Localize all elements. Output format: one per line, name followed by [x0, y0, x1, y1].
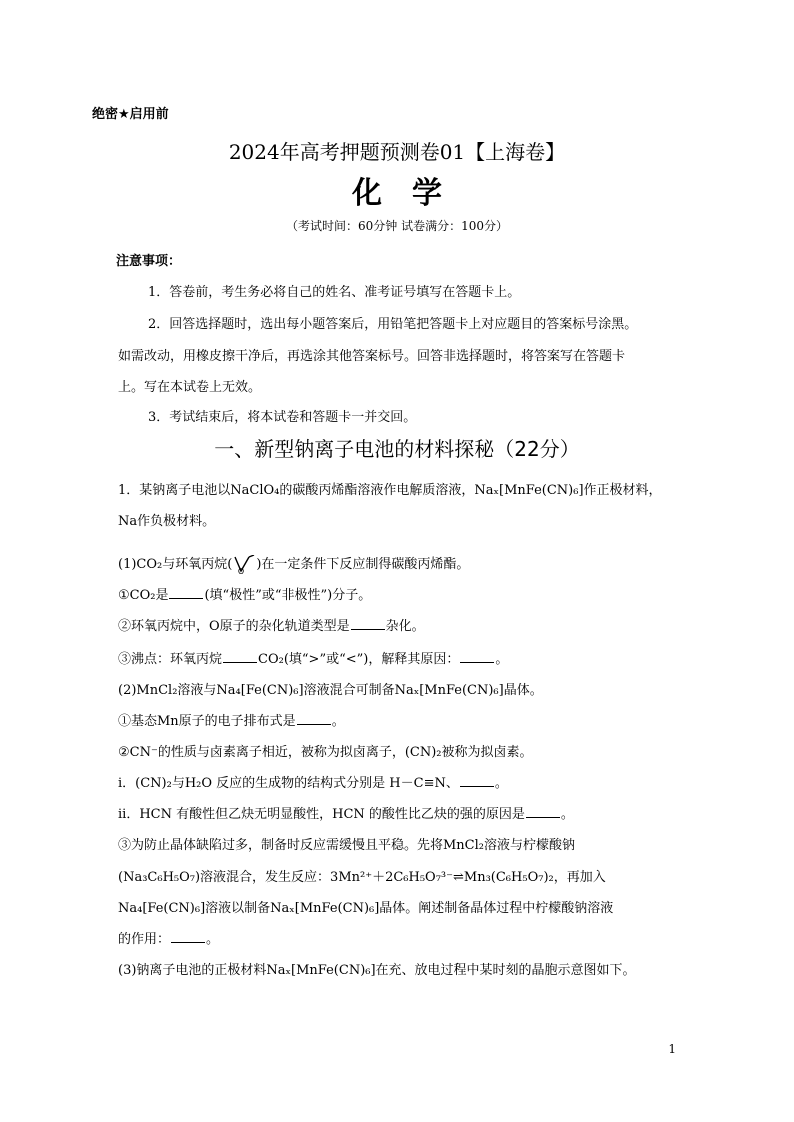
question-intro-a: 1．某钠离子电池以NaClO₄的碳酸丙烯酯溶液作电解质溶液，Naₓ[MnFe(CN)₆]作正极材料，: [118, 483, 662, 498]
part2-q2-i-text-b: 。: [494, 776, 508, 791]
part1-q1-text-b: (填“极性”或“非极性”)分子。: [204, 588, 372, 603]
part1-q3-text-b: CO₂(填“>”或“<”)，解释其原因：: [258, 652, 460, 667]
answer-blank[interactable]: [297, 712, 331, 725]
part1-text-a: (1)CO₂与环氧丙烷(: [118, 557, 233, 572]
answer-blank[interactable]: [460, 650, 494, 663]
answer-blank[interactable]: [169, 586, 203, 599]
notice-item-1: 1．答卷前，考生务必将自己的姓名、准考证号填写在答题卡上。: [148, 285, 521, 300]
page-number: 1: [668, 1042, 676, 1056]
part2-q3-c: Na₄[Fe(CN)₆]溶液以制备Naₓ[MnFe(CN)₆]晶体。阐述制备晶体过程中柠檬酸钠溶液: [118, 901, 614, 916]
svg-text:O: O: [238, 566, 245, 575]
confidential-mark: 绝密★启用前: [92, 107, 169, 122]
part2-q2-i-text-a: i．(CN)₂与H₂O 反应的生成物的结构式分别是 H－C≡N、: [118, 776, 459, 791]
notice-item-2b: 如需改动，用橡皮擦干净后，再选涂其他答案标号。回答非选择题时，将答案写在答题卡: [118, 349, 626, 364]
answer-blank[interactable]: [171, 930, 205, 943]
exam-info: （考试时间：60分钟 试卷满分：100分）: [286, 219, 508, 233]
part1-q2-text-b: 杂化。: [385, 619, 425, 634]
part2-line: (2)MnCl₂溶液与Na₄[Fe(CN)₆]溶液混合可制备Naₓ[MnFe(CN)₆]晶体。: [118, 683, 543, 698]
answer-blank[interactable]: [526, 805, 560, 818]
part2-q3-a: ③为防止晶体缺陷过多，制备时反应需缓慢且平稳。先将MnCl₂溶液与柠檬酸钠: [118, 838, 575, 853]
part1-q1-text-a: ①CO₂是: [118, 588, 169, 603]
part1-q1: [118, 584, 371, 603]
part3-line: (3)钠离子电池的正极材料Naₓ[MnFe(CN)₆]在充、放电过程中某时刻的晶胞示意图如下。: [118, 963, 636, 978]
part1-q3-text-a: ③沸点：环氧丙烷: [118, 652, 223, 667]
part2-q3-d-text-a: 的作用：: [118, 932, 171, 947]
exam-title: 2024年高考押题预测卷01【上海卷】: [228, 140, 566, 164]
part2-q2-ii-text-b: 。: [560, 807, 574, 822]
notice-item-3: 3．考试结束后，将本试卷和答题卡一并交回。: [148, 410, 417, 425]
part2-q3-b: (Na₃C₆H₅O₇)溶液混合，发生反应：3Mn²⁺＋2C₆H₅O₇³⁻⇌Mn₃(C₆H₅O₇)₂，再加入: [118, 870, 606, 885]
notice-item-2a: 2．回答选择题时，选出每小题答案后，用铅笔把答题卡上对应题目的答案标号涂黑。: [148, 317, 638, 332]
part2-q2-i: [118, 772, 508, 791]
answer-blank[interactable]: [223, 650, 257, 663]
part1-q3-text-c: 。: [495, 652, 509, 667]
part2-q2-ii: [118, 803, 574, 822]
part2-q1-text-a: ①基态Mn原子的电子排布式是: [118, 714, 296, 729]
part2-q3-d: [118, 928, 219, 947]
part2-q3-d-text-b: 。: [206, 932, 220, 947]
part2-q1-text-b: 。: [331, 714, 345, 729]
part1-text-b: )在一定条件下反应制得碳酸丙烯酯。: [256, 557, 470, 572]
question-intro-b: Na作负极材料。: [118, 514, 216, 529]
part2-q1: [118, 710, 345, 729]
part2-q2: ②CN⁻的性质与卤素离子相近，被称为拟卤离子，(CN)₂被称为拟卤素。: [118, 745, 533, 760]
answer-blank[interactable]: [460, 774, 494, 787]
notice-item-2c: 上。写在本试卷上无效。: [118, 380, 262, 395]
subject-title: 化学: [352, 176, 472, 211]
part1-q2-text-a: ②环氧丙烷中，O原子的杂化轨道类型是: [118, 619, 350, 634]
section-title: 一、新型钠离子电池的材料探秘（22分）: [214, 437, 580, 461]
part1-line: [118, 553, 469, 575]
part1-q3: [118, 648, 508, 667]
part2-q2-ii-text-a: ii．HCN 有酸性但乙炔无明显酸性，HCN 的酸性比乙炔的强的原因是: [118, 807, 525, 822]
answer-blank[interactable]: [351, 617, 385, 630]
epoxypropane-structure-icon: [232, 555, 256, 575]
part1-q2: [118, 615, 425, 634]
notice-heading: 注意事项：: [116, 254, 182, 269]
